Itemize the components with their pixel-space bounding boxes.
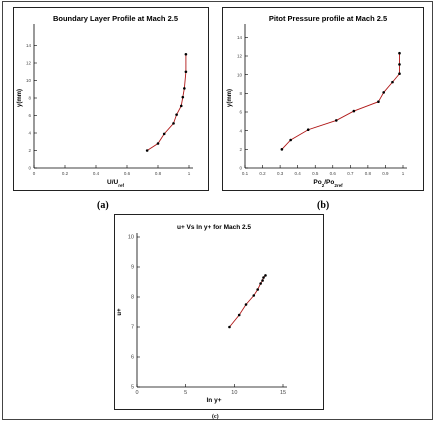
x-tick-label: 0.6 [329, 171, 336, 176]
data-point [238, 314, 241, 317]
x-tick-label: 1 [187, 171, 191, 176]
data-point [259, 282, 262, 285]
data-point [182, 96, 185, 99]
data-point [157, 142, 160, 145]
chart-title: u+ Vs ln y+ for Mach 2.5 [176, 224, 252, 231]
y-tick-label: 5 [130, 384, 134, 391]
x-tick-label: 0 [135, 390, 139, 396]
chart-panel-pitot-pressure [222, 7, 424, 191]
y-tick-label: 12 [236, 53, 242, 59]
data-point [398, 72, 401, 75]
data-point [398, 63, 401, 66]
data-point [172, 122, 175, 125]
x-tick-label: 0.2 [259, 171, 266, 176]
x-tick-label: 0.5 [312, 171, 319, 176]
x-tick-label: 0.4 [92, 171, 100, 176]
x-axis-label: $U/U_{ref}$ [107, 179, 124, 188]
y-tick-label: 14 [25, 43, 31, 49]
y-tick-label: 14 [236, 34, 242, 40]
y-tick-label: 2 [28, 148, 31, 154]
chart-title: Boundary Layer Profile at Mach 2.5 [52, 14, 179, 23]
chart-svg-boundary-layer [14, 8, 210, 192]
data-point [245, 303, 248, 306]
x-tick-label: 15 [279, 390, 287, 396]
x-axis-label: ln y+ [206, 397, 222, 404]
y-tick-label: 0 [239, 165, 242, 171]
chart-svg-pitot-pressure [223, 8, 425, 192]
x-tick-label: 0 [32, 171, 36, 176]
data-point [335, 119, 338, 122]
data-point [185, 70, 188, 73]
y-tick-label: 6 [28, 113, 31, 119]
y-tick-label: 10 [236, 72, 242, 78]
caption-b: (b) [317, 200, 330, 211]
y-tick-label: 4 [239, 128, 242, 134]
x-tick-label: 0.4 [294, 171, 301, 176]
y-tick-label: 2 [239, 146, 242, 152]
data-point [185, 53, 188, 56]
x-tick-label: 0.8 [364, 171, 372, 176]
y-tick-label: 8 [28, 95, 31, 101]
data-point [146, 149, 149, 152]
data-point [253, 294, 256, 297]
caption-c: (c) [212, 414, 219, 420]
x-tick-label: 0.7 [347, 171, 354, 176]
y-tick-label: 12 [25, 60, 31, 66]
data-point [281, 148, 284, 151]
x-tick-label: 0.9 [382, 171, 389, 176]
data-point [163, 133, 166, 136]
y-tick-label: 9 [130, 264, 134, 271]
y-tick-label: 7 [130, 324, 134, 331]
data-point [289, 139, 292, 142]
data-point [377, 100, 380, 103]
data-point [391, 81, 394, 84]
data-point [228, 326, 231, 329]
chart-svg-u-plus [115, 215, 325, 411]
data-point [264, 274, 267, 277]
series-line [282, 53, 400, 149]
data-point [256, 288, 259, 291]
y-tick-label: 0 [28, 165, 31, 171]
y-axis-label: u+ [117, 308, 123, 316]
y-tick-label: 6 [130, 354, 134, 361]
series-line [147, 54, 186, 150]
x-tick-label: 10 [231, 390, 238, 396]
y-tick-label: 6 [239, 109, 242, 115]
x-tick-label: 0.2 [61, 171, 69, 176]
y-tick-label: 4 [28, 130, 31, 136]
data-point [175, 113, 178, 116]
x-tick-label: 0.3 [276, 171, 284, 176]
y-axis-label: y(mm) [227, 88, 233, 108]
x-tick-label: 0.6 [123, 171, 131, 176]
data-point [382, 91, 385, 94]
data-point [307, 128, 310, 131]
x-tick-label: 0.1 [241, 171, 249, 176]
chart-panel-boundary-layer [13, 7, 209, 191]
data-point [262, 276, 265, 279]
data-point [353, 110, 356, 113]
y-tick-label: 8 [239, 90, 242, 96]
caption-a: (a) [97, 200, 109, 211]
y-axis-label: y(mm) [17, 88, 23, 108]
data-point [183, 87, 186, 90]
data-point [180, 105, 183, 108]
y-tick-label: 10 [127, 234, 134, 241]
x-axis-label: $Po_2/Po_{2ref}$ [313, 179, 343, 188]
x-tick-label: 5 [184, 390, 188, 396]
chart-panel-u-plus [114, 214, 324, 410]
data-point [261, 279, 264, 282]
y-tick-label: 8 [130, 294, 134, 301]
x-tick-label: 0.8 [154, 171, 162, 176]
x-tick-label: 1 [401, 171, 405, 176]
chart-title: Pitot Pressure profile at Mach 2.5 [268, 14, 388, 23]
data-point [398, 52, 401, 55]
y-tick-label: 10 [25, 78, 31, 84]
